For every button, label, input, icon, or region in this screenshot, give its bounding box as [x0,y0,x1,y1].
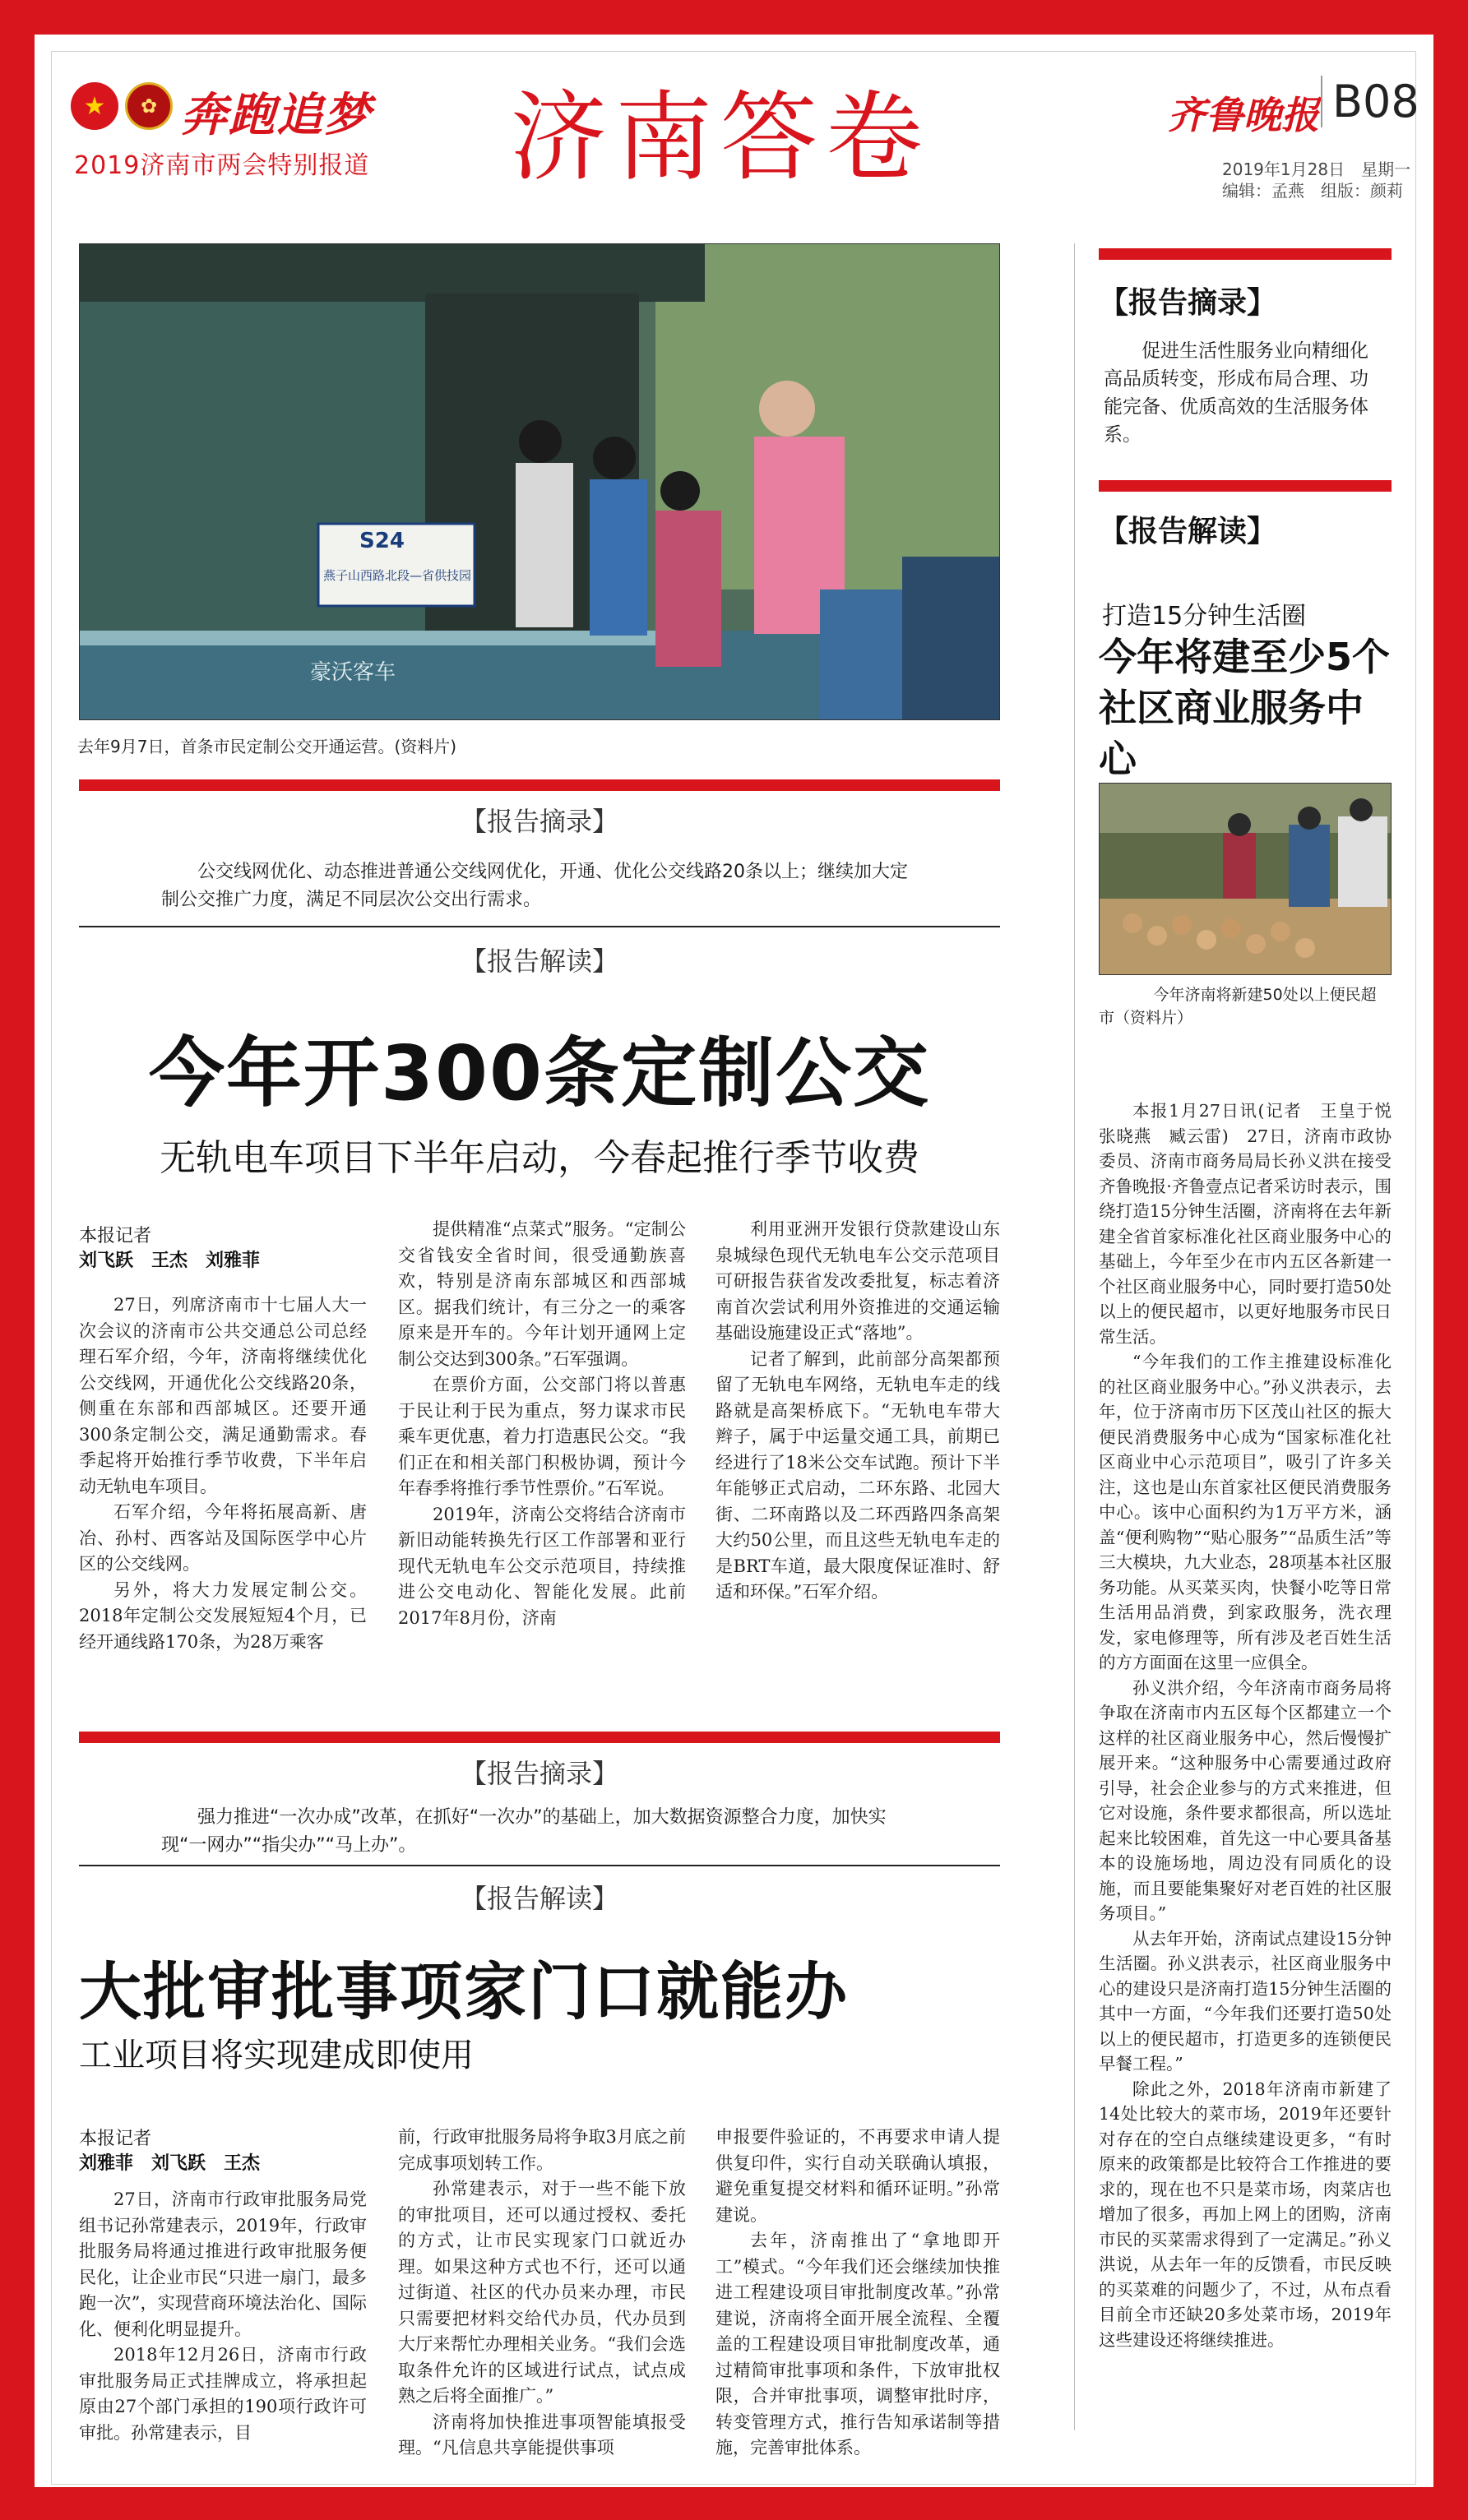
section1-body-col2 [398,1217,686,1631]
frame-top-border [0,0,1468,35]
paragraph: 27日，济南市行政审批服务局党组书记孙常建表示，2019年，行政审批服务局将通过推进行政审批服务便民化，让企业市民“只进一扇门，最多跑一次”，实现营商环境法治化、国际化、便利化明显提升。 [79,2189,367,2339]
section2-body-col1 [79,2187,367,2446]
bus-route-number: S24 [359,529,405,553]
section2-red-bar [79,1732,1000,1743]
right-summary-text: 促进生活性服务业向精细化高品质转变，形成布局合理、功能完备、优质高效的生活服务体系。 [1104,340,1368,446]
section1-byline-names: 刘飞跃 王杰 刘雅菲 [79,1251,261,1271]
section2-headline: 大批审批事项家门口就能办 [79,1955,849,2028]
paragraph: 在票价方面，公交部门将以普惠于民让利于民为重点，努力谋求市民乘车更优惠，着力打造惠民公交。“我们正在和相关部门积极协调，预计今年春季将推行季节性票价。”石军说。 [398,1375,686,1498]
page-number: B08 [1321,76,1419,127]
frame-left-border [0,0,35,2520]
bus-photo-illustration [80,244,1000,720]
section2-subhead: 工业项目将实现建成即使用 [79,2037,474,2074]
cppcc-emblem-icon: ✿ [125,82,173,130]
slogan: 奔跑追梦 [181,89,372,142]
special-report-title: 2019济南市两会特别报道 [74,151,370,180]
paragraph: 孙常建表示，对于一些不能下放的审批项目，还可以通过授权、委托的方式，让市民实现家门口就近办理。如果这种方式也不行，还可以通过街道、社区的代办员来办理，市民只需要把材料交给代办员，代办员到大厅来帮忙办理相关业务。“我们会选取条件允许的区域进行试点，试点成熟之后将全面推广。” [398,2179,686,2406]
bus-boarding-photo [79,243,1000,720]
paragraph: 孙义洪介绍，今年济南市商务局将争取在济南市内五区每个区都建立一个这样的社区商业服务中心，然后慢慢扩展开来。“这种服务中心需要通过政府引导，社会企业参与的方式来推进，但它对设施，条件要求都很高，所以选址起来比较困难，首先这一中心要具备基本的设施场地，周边没有同质化的设施，而且要能集聚好对老百姓的社区服务项目。” [1099,1677,1392,1923]
paragraph: 济南将加快推进事项智能填报受理。“凡信息共享能提供事项 [398,2411,686,2458]
bus-route-sign: 燕子山西路北段—省供技园 [323,568,472,583]
section1-summary-label: 【报告摘录】 [460,806,618,837]
issue-date: 2019年1月28日 星期一 [1222,160,1411,179]
section2-body-col2 [398,2125,686,2462]
section1-body-col3 [715,1217,1000,1606]
section2-byline-label: 本报记者 [79,2129,152,2149]
paragraph: 本报1月27日讯(记者 王皇于悦 张晓燕 臧云雷) 27日，济南市政协委员、济南市商务局局长孙义洪在接受齐鲁晚报·齐鲁壹点记者采访时表示，围绕打造15分钟生活圈，济南将在去年新建全省首家标准化社区商业服务中心的基础上，今年至少在市内五区各新建一个社区商业服务中心，同时要打造50处以上的便民超市，以更好地服务市民日常生活。 [1099,1101,1409,1347]
supermarket-photo [1099,783,1392,975]
newspaper-logo: 齐鲁晚报 [1168,93,1319,137]
section2-byline-names: 刘雅菲 刘飞跃 王杰 [79,2153,261,2174]
paragraph: 申报要件验证的，不再要求申请人提供复印件，实行自动关联确认填报，避免重复提交材料和循环证明。”孙常建说。 [715,2127,1000,2225]
paragraph: 前，行政审批服务局将争取3月底之前完成事项划转工作。 [398,2127,686,2173]
supermarket-photo-caption: 今年济南将新建50处以上便民超市（资料片） [1099,986,1377,1027]
right-summary-red-bar [1099,248,1392,260]
paragraph: 石军介绍，今年将拓展高新、唐冶、孙村、西客站及国际医学中心片区的公交线网。 [79,1502,367,1574]
right-analysis-red-bar [1099,480,1392,492]
section2-analysis-label: 【报告解读】 [460,1883,618,1914]
section1-byline-label: 本报记者 [79,1226,152,1246]
paragraph: 利用亚洲开发银行贷款建设山东泉城绿色现代无轨电车公交示范项目可研报告获省发改委批复，标志着济南首次尝试利用外资推进的交通运输基础设施建设正式“落地”。 [715,1219,1000,1343]
paragraph: 除此之外，2018年济南市新建了14处比较大的菜市场，2019年还要针对存在的空白点继续建设更多，“有时原来的政策都是比较符合工作推进的要求的，现在也不只是菜市场，肉菜店也增加了很多，再加上网上的团购，济南市民的买菜需求得到了一定满足。”孙义洪说，从去年一年的反馈看，市民反映的买菜难的问题少了，不过，从布点看目前全市还缺20多处菜市场，2019年这些建设还将继续推进。 [1099,2078,1392,2350]
paragraph: 另外，将大力发展定制公交。2018年定制公交发展短短4个月，已经开通线路170条，为28万乘客 [79,1579,367,1652]
supermarket-photo-illustration [1100,784,1392,975]
section1-summary-text: 公交线网优化、动态推进普通公交线网优化，开通、优化公交线路20条以上；继续加大定制公交推广力度，满足不同层次公交出行需求。 [161,862,908,910]
paragraph: “今年我们的工作主推建设标准化的社区商业服务中心。”孙义洪表示，去年，位于济南市历下区茂山社区的振大便民消费服务中心成为“国家标准化社区商业中心示范项目”，吸引了许多关注，这也是山东首家社区便民消费服务中心。该中心面积约为1万平方米，涵盖“便利购物”“贴心服务”“品质生活”等三大模块，九大业态，28项基本社区服务功能。从买菜买肉，快餐小吃等日常生活用品消费，到家政服务，洗衣理发，家电修理等，所有涉及老百姓生活的方方面面在这里一应俱全。 [1099,1352,1392,1672]
editor-credits: 编辑：孟燕 组版：颜莉 [1222,181,1403,201]
section1-analysis-label: 【报告解读】 [460,946,618,977]
bus-photo-caption: 去年9月7日，首条市民定制公交开通运营。(资料片) [77,737,457,756]
section2-rule [79,1865,1000,1866]
section1-body-col1 [79,1292,367,1655]
paragraph: 2019年，济南公交将结合济南市新旧动能转换先行区工作部署和亚行现代无轨电车公交示范项目，持续推进公交电动化、智能化发展。此前2017年8月份，济南 [398,1504,686,1628]
bus-brand-label: 豪沃客车 [310,660,396,685]
section1-red-bar [79,779,1000,791]
paragraph: 2018年12月26日，济南市行政审批服务局正式挂牌成立，将承担起原由27个部门承担的190项行政许可审批。孙常建表示，目 [79,2345,367,2443]
section1-headline: 今年开300条定制公交 [148,1029,931,1117]
national-emblem-icon: ★ [71,82,118,130]
right-body-text [1099,1098,1409,2352]
section2-body-col3 [715,2125,1000,2462]
section1-rule [79,926,1000,927]
paragraph: 提供精准“点菜式”服务。“定制公交省钱安全省时间，很受通勤族喜欢，特别是济南东部城区和西部城区。据我们统计，有三分之一的乘客原来是开车的。今年计划开通网上定制公交达到300条。”石军强调。 [398,1219,686,1369]
paragraph: 去年，济南推出了“拿地即开工”模式。“今年我们还会继续加快推进工程建设项目审批制度改革。”孙常建说，济南将全面开展全流程、全覆盖的工程建设项目审批制度改革，通过精简审批事项和条件，下放审批权限，合并审批事项，调整审批时序，转变管理方式，推行告知承诺制等措施，完善审批体系。 [715,2231,1000,2458]
section-title: 济南答卷 [510,81,932,194]
right-headline: 今年将建至少5个社区商业服务中心 [1099,635,1391,781]
right-summary-label: 【报告摘录】 [1099,286,1277,320]
paragraph: 记者了解到，此前部分高架都预留了无轨电车网络，无轨电车走的线路就是高架桥底下。“无轨电车带大辫子，属于中运量交通工具，前期已经进行了18米公交车试跑。预计下半年能够正式启动，二环东路、北园大街、二环南路以及二环西路四条高架大约50公里，而且这些无轨电车走的是BRT车道，最大限度保证准时、舒适和环保。”石军介绍。 [715,1348,1000,1602]
paragraph: 27日，列席济南市十七届人大一次会议的济南市公共交通总公司总经理石军介绍，今年，济南将继续优化公交线网，开通优化公交线路20条，侧重在东部和西部城区。还要开通300条定制公交，满足通勤需求。春季起将开始推行季节收费，下半年启动无轨电车项目。 [79,1295,367,1496]
frame-right-border [1433,0,1468,2520]
column-divider [1074,243,1075,2430]
right-analysis-label: 【报告解读】 [1099,515,1277,548]
paragraph: 从去年开始，济南试点建设15分钟生活圈。孙义洪表示，社区商业服务中心的建设只是济南打造15分钟生活圈的其中一方面，“今年我们还要打造50处以上的便民超市，打造更多的连锁便民早餐工程。” [1099,1928,1392,2074]
section2-summary-label: 【报告摘录】 [460,1758,618,1789]
section2-summary-text: 强力推进“一次办成”改革，在抓好“一次办”的基础上，加大数据资源整合力度，加快实现“一网办”“指尖办”“马上办”。 [161,1807,887,1856]
section1-subhead: 无轨电车项目下半年启动，今春起推行季节收费 [160,1137,919,1179]
frame-bottom-border [0,2487,1468,2520]
right-kicker: 打造15分钟生活圈 [1102,602,1307,631]
